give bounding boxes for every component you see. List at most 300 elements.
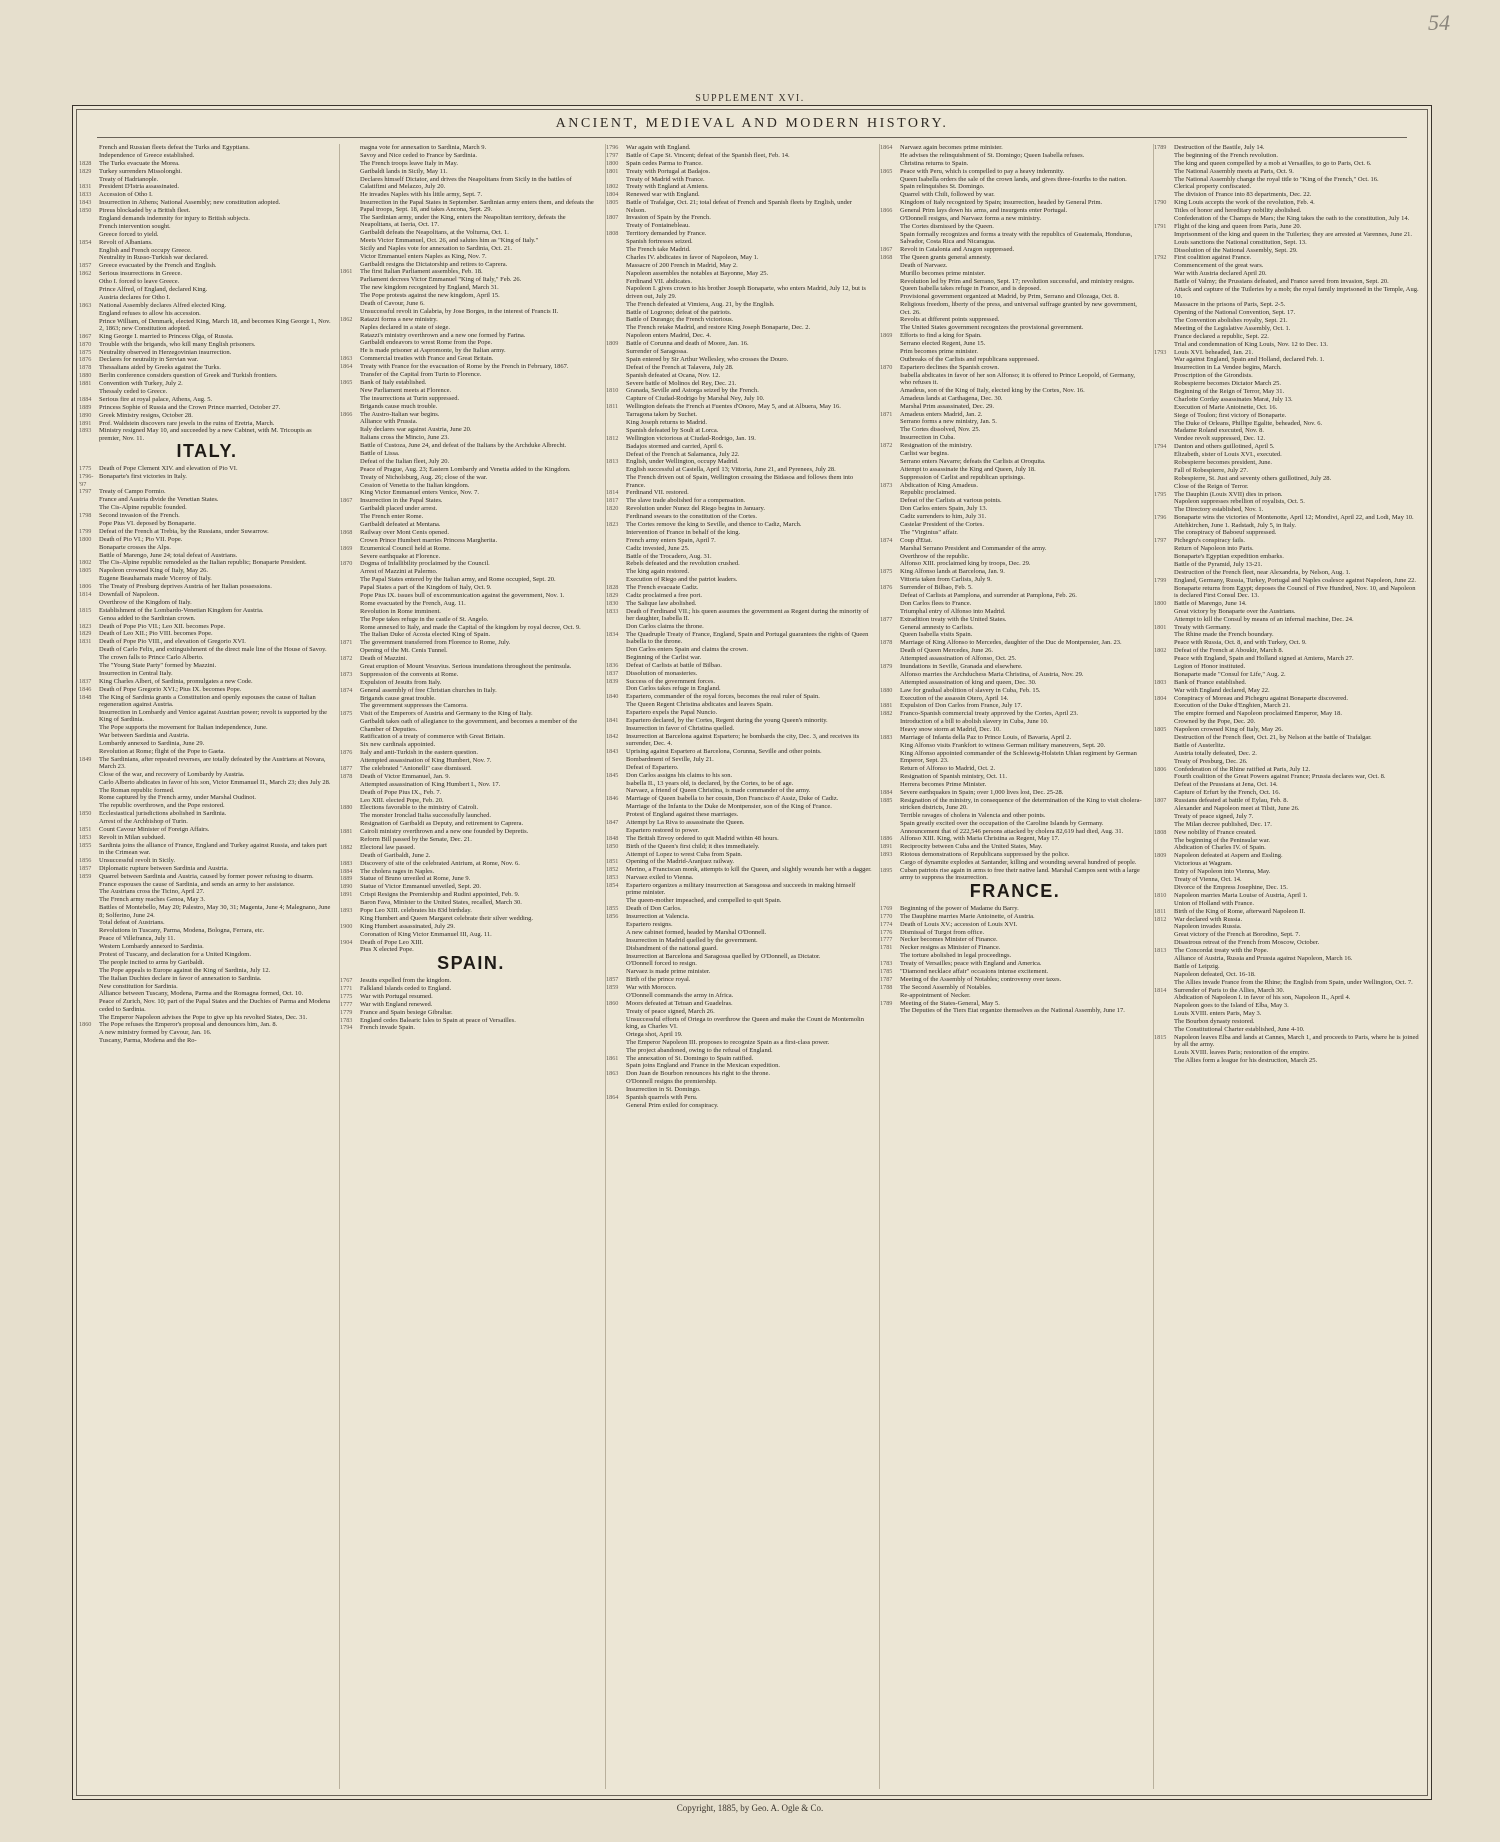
entry-text: French invade Spain. <box>360 1024 416 1032</box>
history-entry <box>880 144 1150 151</box>
entry-year <box>606 654 626 661</box>
entry-text: Murillo becomes prime minister. <box>900 269 986 277</box>
entry-text: Execution of the Duke d'Enghien, March 21. <box>1174 702 1291 710</box>
entry-text: The Papal States entered by the Italian army, and Rome occupied, Sept. 20. <box>360 576 556 584</box>
entry-text: Revolutions in Tuscany, Parma, Modena, Bologna, Ferrara, etc. <box>99 927 265 935</box>
entry-year <box>1154 247 1174 254</box>
entry-year <box>340 191 360 198</box>
history-entry <box>880 434 1150 441</box>
entry-text: New constitution for Sardinia. <box>99 982 178 990</box>
entry-year <box>79 888 99 895</box>
entry-year <box>340 434 360 441</box>
history-entry <box>1154 506 1424 513</box>
entry-text: Ratazzi's ministry overthrown and a new one formed by Farina. <box>360 331 526 339</box>
entry-year: 1845 <box>606 771 619 779</box>
history-entry <box>880 781 1150 788</box>
entry-year <box>79 286 99 293</box>
entry-text: Crowned by the Pope, Dec. 20. <box>1174 718 1256 726</box>
entry-text: Bonaparte made "Consul for Life," Aug. 2. <box>1174 670 1286 678</box>
history-entry <box>1154 364 1424 371</box>
history-entry <box>880 324 1150 331</box>
entry-year <box>1154 837 1174 844</box>
history-entry <box>606 843 876 850</box>
history-entry <box>606 568 876 575</box>
entry-text: Garibaldi takes oath of allegiance to the government, and becomes a member of the Chamber of Deputies. <box>360 718 578 733</box>
history-entry <box>606 435 876 442</box>
entry-year: 1848 <box>79 693 92 701</box>
entry-year <box>880 183 900 190</box>
entry-text: Robespierre becomes president, June. <box>1174 459 1273 467</box>
entry-year <box>340 482 360 489</box>
entry-year: 1830 <box>606 599 619 607</box>
history-entry <box>880 913 1150 920</box>
entry-text: The Emperor Napoleon III. proposes to recognize Spain as a first-class power. <box>626 1038 830 1046</box>
entry-text: Execution of Marie Antoinette, Oct. 16. <box>1174 403 1278 411</box>
history-entry <box>606 419 876 426</box>
history-entry <box>606 537 876 544</box>
history-entry <box>340 584 602 591</box>
entry-year: 1889 <box>340 875 353 883</box>
column-5 <box>1153 144 1424 1789</box>
history-entry <box>880 482 1150 489</box>
entry-year <box>1154 270 1174 277</box>
entry-year: 1776 <box>880 928 893 936</box>
entry-text: Treaty with Germany. <box>1174 623 1231 631</box>
entry-year: 1781 <box>880 944 893 952</box>
entry-year <box>1154 1026 1174 1033</box>
entry-text: Diplomatic rupture between Sardinia and Austria. <box>99 864 229 872</box>
entry-text: Battle of Austerlitz. <box>1174 741 1226 749</box>
entry-year <box>606 811 626 818</box>
entry-year: 1874 <box>880 536 893 544</box>
history-entry <box>79 794 335 801</box>
entry-year <box>1154 876 1174 883</box>
entry-year <box>880 497 900 504</box>
entry-text: Marriage of King Alfonso to Mercedes, daughter of the Duc de Montpensier, Jan. 23. <box>900 639 1122 647</box>
history-entry <box>880 529 1150 536</box>
history-entry <box>340 576 602 583</box>
history-entry <box>1154 852 1424 859</box>
entry-year <box>1154 805 1174 812</box>
entry-text: Bonaparte wins the victories of Montenotte, April 12; Mondivi, April 22, and Lodi, May 10. Attehkirchen, June 1. Radstadt, July 5, in Italy. <box>1174 514 1414 529</box>
entry-year: 1796 <box>1154 514 1167 522</box>
history-entry <box>79 199 335 206</box>
entry-year <box>340 442 360 449</box>
history-entry <box>606 858 876 865</box>
history-entry <box>880 960 1150 967</box>
history-entry <box>1154 600 1424 607</box>
history-entry <box>340 891 602 898</box>
entry-text: Defeat of Carlists at Pamplona, and surrender at Pamplona, Feb. 26. <box>900 591 1077 599</box>
entry-year <box>1154 742 1174 749</box>
entry-year <box>79 802 99 809</box>
history-entry <box>606 685 876 692</box>
entry-text: The French evacuate Cadiz. <box>626 584 699 592</box>
history-entry <box>79 615 335 622</box>
entry-year <box>340 253 360 260</box>
entry-text: The queen-mother impeached, and compelled to quit Spain. <box>626 897 782 905</box>
history-entry <box>880 450 1150 457</box>
entry-text: Statue of Victor Emmanuel unveiled, Sept. 20. <box>360 883 481 891</box>
entry-text: President D'Istria assassinated. <box>99 183 180 191</box>
history-entry <box>1154 569 1424 576</box>
entry-year: 1853 <box>606 874 619 882</box>
entry-text: Total defeat of Austrians. <box>99 919 165 927</box>
entry-year <box>606 270 626 277</box>
entry-year: 1870 <box>79 340 92 348</box>
entry-text: Napoleon invades Russia. <box>1174 923 1242 931</box>
entry-year <box>79 724 99 731</box>
entry-year <box>606 529 626 536</box>
history-entry <box>606 553 876 560</box>
entry-year <box>606 356 626 363</box>
history-entry <box>1154 247 1424 254</box>
history-entry <box>1154 868 1424 875</box>
history-entry <box>606 1062 876 1069</box>
history-entry <box>880 726 1150 733</box>
history-entry <box>606 324 876 331</box>
entry-year <box>340 324 360 331</box>
history-entry <box>880 797 1150 812</box>
history-entry <box>340 191 602 198</box>
history-entry <box>1154 963 1424 970</box>
entry-text: Trial and condemnation of King Louis, Nov. 12 to Dec. 13. <box>1174 340 1328 348</box>
history-entry <box>880 929 1150 936</box>
history-entry <box>1154 420 1424 427</box>
entry-text: Pope Leo XIII. celebrates his 83d birthday. <box>360 907 472 915</box>
entry-year: 1867 <box>880 245 893 253</box>
entry-text: The king and queen compelled by a mob at Versailles, to go to Paris, Oct. 6. <box>1174 159 1372 167</box>
entry-year <box>1154 655 1174 662</box>
history-entry <box>880 395 1150 402</box>
entry-year <box>79 294 99 301</box>
entry-text: Trouble with the brigands, who kill many English prisoners. <box>99 340 256 348</box>
entry-text: Entry of Napoleon into Vienna, May. <box>1174 868 1271 876</box>
entry-text: Introduction of a bill to abolish slavery in Cuba, June 10. <box>900 718 1049 726</box>
entry-text: Otho I. forced to leave Greece. <box>99 278 180 286</box>
history-entry <box>880 466 1150 473</box>
entry-year: 1833 <box>79 191 92 199</box>
history-entry <box>1154 553 1424 560</box>
entry-year <box>1154 183 1174 190</box>
entry-year: 1872 <box>340 655 353 663</box>
entry-text: Marriage of the Infanta to the Duke de Montpensier, son of the King of France. <box>626 803 832 811</box>
entry-text: Elections favorable to the ministry of Cairoli. <box>360 804 479 812</box>
entry-text: Louis XVI. beheaded, Jan. 21. <box>1174 348 1254 356</box>
entry-year: 1820 <box>606 505 619 513</box>
history-entry <box>79 842 335 857</box>
entry-year <box>1154 1057 1174 1064</box>
entry-year <box>340 300 360 307</box>
history-entry <box>880 773 1150 780</box>
entry-text: The Italian Duchies declare in favor of annexation to Sardinia. <box>99 974 262 982</box>
entry-text: Falkland Islands ceded to England. <box>360 984 452 992</box>
entry-text: Queen Isabella visits Spain. <box>900 631 973 639</box>
entry-text: Renewed war with England. <box>626 191 700 199</box>
history-entry <box>79 152 335 159</box>
entry-text: Siege of Toulon; first victory of Bonaparte. <box>1174 411 1287 419</box>
entry-year <box>79 215 99 222</box>
entry-text: Isabella abdicates in favor of her son Alfonso; it is offered to Prince Leopold, of Germany, who refuses it. <box>900 371 1136 386</box>
entry-text: Massacre of 200 French in Madrid, May 2. <box>626 261 738 269</box>
entry-year <box>340 741 360 748</box>
history-entry <box>340 702 602 709</box>
entry-text: The new kingdom recognized by England, March 31. <box>360 284 499 292</box>
history-entry <box>606 1008 876 1015</box>
entry-text: The annexation of St. Domingo to Spain ratified. <box>626 1054 754 1062</box>
entry-text: "Diamond necklace affair" occasions intense excitement. <box>900 967 1049 975</box>
entry-year <box>79 1029 99 1036</box>
entry-text: Efforts to find a king for Spain. <box>900 332 982 340</box>
entry-year: 1802 <box>1154 647 1167 655</box>
entry-text: Cession of Venetia to the Italian kingdom. <box>360 481 470 489</box>
history-entry <box>1154 467 1424 474</box>
entry-text: Meets Victor Emmanuel, Oct. 26, and salutes him as "King of Italy." <box>360 236 539 244</box>
history-entry <box>880 489 1150 496</box>
history-entry <box>606 521 876 528</box>
entry-year: 1875 <box>340 710 353 718</box>
entry-text: The French take Madrid. <box>626 245 691 253</box>
entry-year <box>880 521 900 528</box>
entry-text: Austria totally defeated, Dec. 2. <box>1174 749 1257 757</box>
entry-text: Death of Pope Leo XIII. <box>360 938 424 946</box>
entry-year <box>880 647 900 654</box>
history-entry <box>1154 939 1424 946</box>
history-entry <box>606 214 876 221</box>
entry-year: 1796 <box>606 144 619 151</box>
history-entry <box>880 734 1150 741</box>
entry-text: Revolt in Catalonia and Aragon suppressed. <box>900 245 1015 253</box>
entry-year <box>880 426 900 433</box>
entry-year <box>1154 631 1174 638</box>
history-entry <box>340 797 602 804</box>
history-entry <box>340 883 602 890</box>
entry-year <box>606 380 626 387</box>
entry-text: Greece evacuated by the French and English. <box>99 262 217 270</box>
entry-text: Berlin conference considers question of Greek and Turkish frontiers. <box>99 372 278 380</box>
entry-year <box>1154 734 1174 741</box>
entry-text: The Salique law abolished. <box>626 599 697 607</box>
entry-text: Attempted assassination of Alfonso, Oct. 25. <box>900 655 1017 663</box>
history-entry <box>880 663 1150 670</box>
history-entry <box>79 802 335 809</box>
history-entry <box>1154 372 1424 379</box>
entry-text: Battle of Cape St. Vincent; defeat of the Spanish fleet, Feb. 14. <box>626 151 790 159</box>
entry-year <box>606 427 626 434</box>
entry-year: 1882 <box>340 843 353 851</box>
entry-year <box>880 505 900 512</box>
history-entry <box>1154 239 1424 246</box>
entry-text: Alfonso XIII. King, with Maria Christina as Regent, May 17. <box>900 835 1060 843</box>
entry-year: 1796-'97 <box>79 473 94 488</box>
history-entry <box>606 1070 876 1077</box>
entry-text: Wellington defeats the French at Fuentes d'Onoro, May 5, and at Albuera, May 16. <box>626 403 841 411</box>
entry-text: Attempt of Lopez to wrest Cuba from Spain. <box>626 850 743 858</box>
history-entry <box>79 1029 335 1036</box>
entry-text: Law for gradual abolition of slavery in Cuba, Feb. 15. <box>900 686 1041 694</box>
history-entry <box>340 371 602 378</box>
history-entry <box>606 882 876 897</box>
entry-text: The "Virginius" affair. <box>900 528 958 536</box>
history-entry <box>1154 341 1424 348</box>
entry-year <box>880 316 900 323</box>
entry-year: 1783 <box>340 1016 353 1024</box>
entry-text: Establishment of the Lombardo-Venetian Kingdom for Austria. <box>99 606 264 614</box>
history-entry <box>1154 356 1424 363</box>
entry-text: Suppression of the convents at Rome. <box>360 670 459 678</box>
history-entry <box>340 489 602 496</box>
entry-text: Battle of Leipzig. <box>1174 962 1220 970</box>
entry-text: King Humbert and Queen Margaret celebrate their silver wedding. <box>360 914 533 922</box>
entry-year <box>880 418 900 425</box>
entry-text: Baron Fava, Minister to the United States, recalled, March 30. <box>360 899 522 907</box>
history-entry <box>79 473 335 488</box>
entry-text: Attempted assassination of king and queen, Dec. 30. <box>900 678 1037 686</box>
history-entry <box>606 411 876 418</box>
entry-text: Spain entered by Sir Arthur Wellesley, who crosses the Douro. <box>626 355 789 363</box>
entry-text: Charlotte Corday assassinates Marat, July 13. <box>1174 395 1293 403</box>
history-entry <box>880 867 1150 882</box>
entry-year <box>880 262 900 269</box>
entry-year <box>340 387 360 394</box>
entry-text: Surrender of Paris to the Allies, March 30. <box>1174 986 1285 994</box>
entry-text: The project abandoned, owing to the refusal of England. <box>626 1046 773 1054</box>
entry-year: 1828 <box>79 159 92 167</box>
entry-year: 1799 <box>79 527 92 535</box>
entry-year <box>340 781 360 788</box>
entry-text: Prince Alfred, of England, declared King. <box>99 286 208 294</box>
history-entry <box>79 678 335 685</box>
entry-text: Quarrel with Chili, followed by war. <box>900 191 995 199</box>
entry-text: Napoleon assembles the notables at Bayonne, May 25. <box>626 269 769 277</box>
history-entry <box>880 765 1150 772</box>
entry-text: Turkey surrenders Missolonghi. <box>99 167 182 175</box>
entry-text: Prof. Waldstein discovers rare jewels in the ruins of Eretria, March. <box>99 419 275 427</box>
entry-year <box>880 992 900 999</box>
entry-year <box>1154 939 1174 946</box>
entry-text: Austria declares for Otho I. <box>99 293 171 301</box>
history-entry <box>1154 176 1424 183</box>
entry-year: 1871 <box>340 639 353 647</box>
entry-text: Dissolution of the National Assembly, Sept. 29. <box>1174 246 1298 254</box>
history-entry <box>79 465 335 472</box>
entry-text: Coup d'Etat. <box>900 536 933 544</box>
entry-text: Arrest of the Archbishop of Turin. <box>99 818 188 826</box>
history-entry <box>1154 955 1424 962</box>
entry-year: 1878 <box>340 772 353 780</box>
history-entry <box>79 388 335 395</box>
history-entry <box>79 834 335 841</box>
entry-text: Napoleon suppresses rebellion of royalists, Oct. 5. <box>1174 498 1305 506</box>
entry-year <box>1154 813 1174 820</box>
entry-text: Pope Pius IX. issues bull of excommunication against the government, Nov. 1. <box>360 591 565 599</box>
entry-year: 1891 <box>880 843 893 851</box>
entry-text: Success of the government forces. <box>626 677 715 685</box>
entry-year <box>79 967 99 974</box>
entry-text: Treaty of peace signed, March 26. <box>626 1007 715 1015</box>
history-entry <box>606 984 876 991</box>
entry-text: A new cabinet formed, headed by Marshal O'Donnell. <box>626 928 767 936</box>
history-entry <box>79 231 335 238</box>
history-entry <box>606 819 876 826</box>
entry-text: Garibaldi endeavors to wrest Rome from the Pope. <box>360 339 493 347</box>
entry-year: 1805 <box>79 567 92 575</box>
history-entry <box>606 662 876 669</box>
entry-text: Opening of the Mt. Cenis Tunnel. <box>360 647 448 655</box>
entry-text: Great eruption of Mount Vesuvius. Serious inundations throughout the peninsula. <box>360 663 572 670</box>
history-entry <box>606 592 876 599</box>
history-entry <box>606 285 876 300</box>
history-entry <box>606 356 876 363</box>
history-entry <box>340 899 602 906</box>
entry-year <box>1154 325 1174 332</box>
entry-text: Espartero organizes a military insurrection at Saragossa and succeeds in making himself prime minister. <box>626 882 856 897</box>
entry-year: 1811 <box>1154 907 1167 915</box>
entry-text: The Cortes dismissed by the Queen. <box>900 222 994 230</box>
history-entry <box>606 395 876 402</box>
history-entry <box>79 694 335 709</box>
history-entry <box>79 881 335 888</box>
entry-year: 1883 <box>340 859 353 867</box>
entry-year <box>880 223 900 230</box>
entry-text: Alliance of Austria, Russia and Prussia against Napoleon, March 16. <box>1174 954 1353 962</box>
history-entry <box>1154 278 1424 285</box>
history-entry <box>340 741 602 748</box>
entry-text: Abdication of Napoleon I. in favor of his son, Napoleon II., April 4. <box>1174 994 1351 1002</box>
entry-text: Accession of Otho I. <box>99 191 153 199</box>
history-entry <box>1154 199 1424 206</box>
entry-year: 1808 <box>1154 828 1167 836</box>
history-entry <box>1154 829 1424 836</box>
entry-year: 1856 <box>606 913 619 921</box>
history-entry <box>79 183 335 190</box>
history-entry <box>606 316 876 323</box>
entry-text: Jesuits expelled from the kingdom. <box>360 977 452 985</box>
entry-year: 1850 <box>79 207 92 215</box>
entry-text: Espartero expels the Papal Nuncio. <box>626 709 718 717</box>
history-entry <box>606 803 876 810</box>
entry-text: Protest of Tuscany, and declaration for a United Kingdom. <box>99 951 251 959</box>
history-entry <box>79 404 335 411</box>
entry-text: Prince William, of Denmark, elected King, March 18, and becomes King George I., Nov. 2, 1863; new Constitution adopted. <box>99 317 331 332</box>
history-entry <box>880 835 1150 842</box>
entry-year <box>606 176 626 183</box>
entry-text: Pius X elected Pope. <box>360 946 414 954</box>
entry-year <box>79 670 99 677</box>
entry-text: King Alfonso appointed commander of the Schleswig-Holstein Uhlan regiment by German Emperor, Sept. 23. <box>900 749 1137 765</box>
entry-text: Neutrality observed in Herzegovinian insurrection. <box>99 348 232 356</box>
history-entry <box>340 168 602 175</box>
history-entry <box>340 199 602 214</box>
entry-text: National Assembly declares Alfred elected King. <box>99 301 227 309</box>
entry-text: Arrest of Mazzini at Palermo. <box>360 568 438 576</box>
entry-text: Peace with England, Spain and Holland signed at Amiens, March 27. <box>1174 655 1354 663</box>
entry-text: Defeat of the French at Aboukir, March 8. <box>1174 647 1284 655</box>
history-entry <box>340 300 602 307</box>
entry-text: Greek Ministry resigns, October 28. <box>99 411 193 419</box>
entry-text: Battle of Valmy; the Prussians defeated, and France saved from invasion, Sept. 20. <box>1174 278 1389 286</box>
history-entry <box>79 144 335 151</box>
history-entry <box>1154 325 1424 332</box>
history-entry <box>606 827 876 834</box>
history-entry <box>79 865 335 872</box>
entry-text: Garibaldi resigns the Dictatorship and retires to Caprera. <box>360 260 508 268</box>
entry-text: Prim becomes prime minister. <box>900 347 978 355</box>
entry-year: 1877 <box>880 615 893 623</box>
entry-text: Neutrality in Russo-Turkish war declared. <box>99 254 209 262</box>
entry-year <box>880 828 900 835</box>
entry-year: 1850 <box>606 842 619 850</box>
